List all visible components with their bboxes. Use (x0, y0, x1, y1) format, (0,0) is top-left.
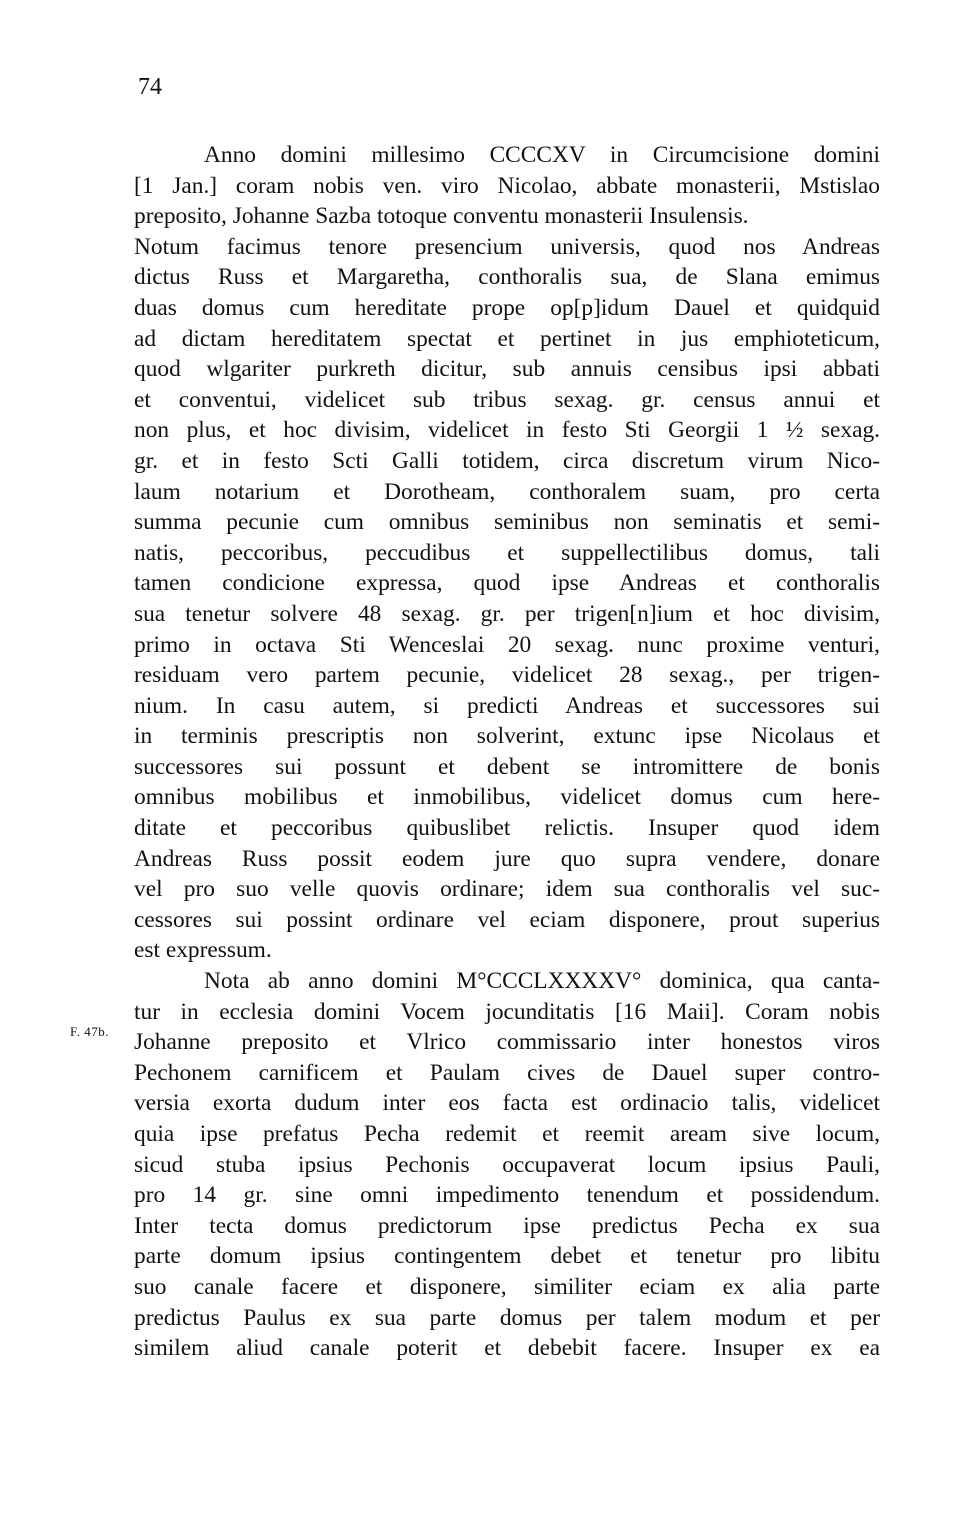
text-line: versia exorta dudum inter eos facta est ordinacio talis, videlicet (134, 1090, 880, 1117)
text-line: sua tenetur solvere 48 sexag. gr. per trigen[n]ium et hoc divisim, (134, 600, 880, 627)
text-line: Pechonem carnificem et Paulam cives de Dauel super contro- (134, 1059, 880, 1086)
text-line: residuam vero partem pecunie, videlicet 28 sexag., per trigen- (134, 662, 880, 689)
text-line: pro 14 gr. sine omni impedimento tenendum et possidendum. (134, 1182, 880, 1209)
text-line: Inter tecta domus predictorum ipse predictus Pecha ex sua (134, 1212, 880, 1239)
text-line: suo canale facere et disponere, similiter eciam ex alia parte (134, 1273, 880, 1300)
text-line: successores sui possunt et debent se intromittere de bonis (134, 753, 880, 780)
text-line: omnibus mobilibus et inmobilibus, videlicet domus cum here- (134, 784, 880, 811)
text-line: tur in ecclesia domini Vocem jocunditatis [16 Maii]. Coram nobis (134, 998, 880, 1025)
text-line: summa pecunie cum omnibus seminibus non seminatis et semi- (134, 509, 880, 536)
text-line: sicud stuba ipsius Pechonis occupaverat locum ipsius Pauli, (134, 1151, 880, 1178)
text-line: preposito, Johanne Sazba totoque conventu monasterii Insulensis. (134, 203, 749, 230)
text-line: in terminis prescriptis non solverint, extunc ipse Nicolaus et (134, 723, 880, 750)
text-line: predictus Paulus ex sua parte domus per talem modum et per (134, 1304, 880, 1331)
text-line: Johanne preposito et Vlrico commissario inter honestos viros (134, 1029, 880, 1056)
text-line: Anno domini millesimo CCCCXV in Circumcisione domini (204, 142, 880, 168)
text-line: ditate et peccoribus quibuslibet relictis. Insuper quod idem (134, 815, 880, 842)
text-line: duas domus cum hereditate prope op[p]idum Dauel et quidquid (134, 294, 880, 321)
body-text (134, 140, 880, 1364)
text-line: similem aliud canale poterit et debebit facere. Insuper ex ea (134, 1335, 880, 1362)
text-line: tamen condicione expressa, quod ipse Andreas et conthoralis (134, 570, 880, 597)
margin-folio-note: F. 47b. (70, 1024, 109, 1039)
text-line: Nota ab anno domini M°CCCLXXXXV° dominica, qua canta- (204, 968, 880, 995)
text-line: Notum facimus tenore presencium universis, quod nos Andreas (134, 233, 880, 260)
text-line: quia ipse prefatus Pecha redemit et reemit aream sive locum, (134, 1121, 880, 1147)
text-line: est expressum. (134, 937, 272, 964)
page-number: 74 (138, 74, 162, 100)
text-line: natis, peccoribus, peccudibus et suppellectilibus domus, tali (134, 539, 880, 566)
text-line: nium. In casu autem, si predicti Andreas et successores sui (134, 692, 880, 719)
text-line: gr. et in festo Scti Galli totidem, circa discretum virum Nico- (134, 447, 880, 474)
text-line: quod wlgariter purkreth dicitur, sub annuis censibus ipsi abbati (134, 356, 880, 383)
text-line: et conventui, videlicet sub tribus sexag. gr. census annui et (134, 386, 880, 413)
text-line: Andreas Russ possit eodem jure quo supra vendere, donare (134, 845, 880, 872)
text-line: parte domum ipsius contingentem debet et tenetur pro libitu (134, 1243, 880, 1270)
text-line: laum notarium et Dorotheam, conthoralem suam, pro certa (134, 478, 880, 505)
text-line: [1 Jan.] coram nobis ven. viro Nicolao, abbate monasterii, Mstislao (134, 172, 880, 199)
text-line: cessores sui possint ordinare vel eciam disponere, prout superius (134, 906, 880, 933)
text-line: vel pro suo velle quovis ordinare; idem sua conthoralis vel suc- (134, 876, 880, 903)
text-line: ad dictam hereditatem spectat et pertinet in jus emphioteticum, (134, 325, 880, 352)
text-line: dictus Russ et Margaretha, conthoralis sua, de Slana emimus (134, 264, 880, 291)
text-line: non plus, et hoc divisim, videlicet in festo Sti Georgii 1 ½ sexag. (134, 417, 880, 444)
text-line: primo in octava Sti Wenceslai 20 sexag. nunc proxime venturi, (134, 631, 880, 658)
